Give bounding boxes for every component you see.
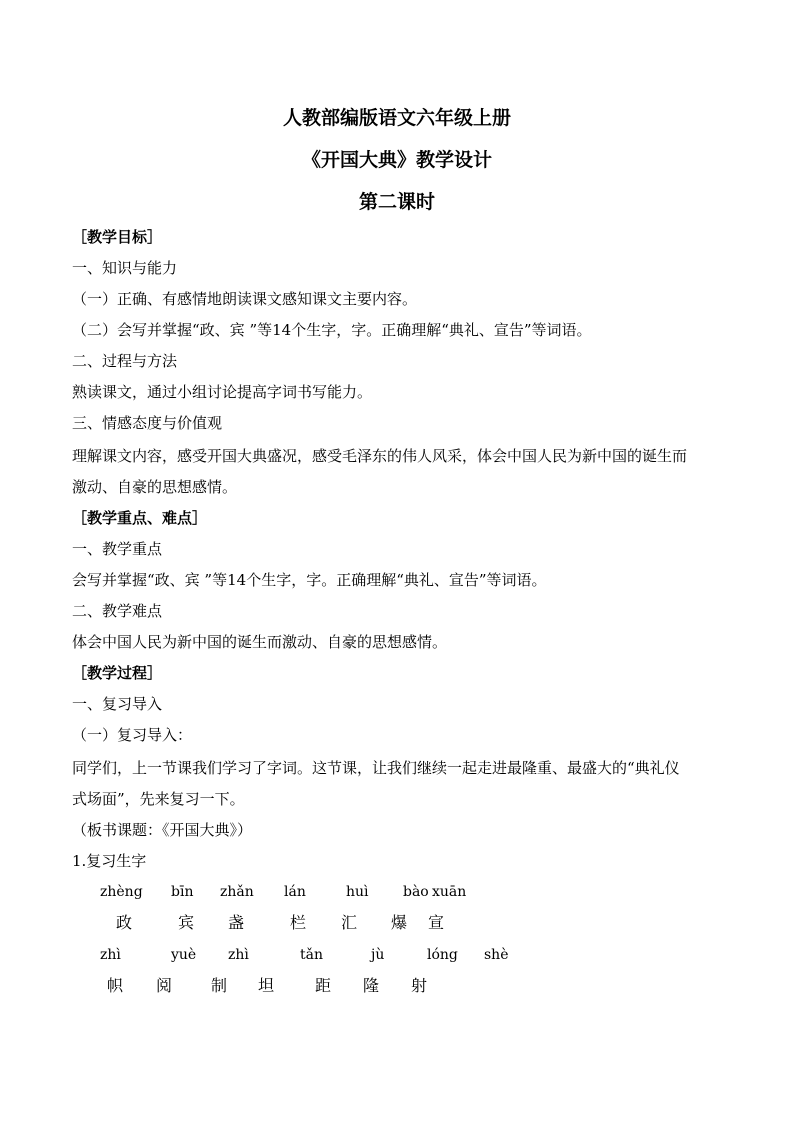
pinyin-label: jù [371,947,385,963]
pinyin-label: bīn [171,884,194,900]
pinyin-label: bào [403,884,429,900]
pinyin-label: zhèng [100,884,143,900]
character: 射 [411,976,428,995]
review-characters-heading: 1.复习生字 [72,852,147,870]
character: 盏 [228,913,245,932]
values-text-line-2: 激动、自豪的思想感情。 [72,478,238,496]
lesson-period: 第二课时 [358,191,435,213]
values-text-line-1: 理解课文内容，感受开国大典盛况，感受毛泽东的伟人风采，体会中国人民为新中国的诞生而 [72,447,688,465]
pinyin-label: shè [484,947,509,963]
lesson-title: 《开国大典》教学设计 [301,149,492,171]
key-point-text: 会写并掌握“政、宾 ”等14个生字，字。正确理解“典礼、宣告”等词语。 [72,571,547,589]
section-heading-objectives: ［教学目标］ [72,228,163,246]
pinyin-label: tǎn [300,947,323,963]
difficulty-text: 体会中国人民为新中国的诞生而激动、自豪的思想感情。 [72,633,448,651]
pinyin-label: zhì [100,947,121,963]
board-title-note: （板书课题：《开国大典》） [72,821,253,839]
subheading-values: 三、情感态度与价值观 [72,414,223,432]
objective-item-2: （二）会写并掌握“政、宾 ”等14个生字，字。正确理解“典礼、宣告”等词语。 [72,321,592,339]
character: 爆 [391,913,408,932]
character: 制 [211,976,228,995]
pinyin-label: zhì [228,947,249,963]
subheading-key-point: 一、教学重点 [72,540,163,558]
character: 宾 [178,913,195,932]
character: 距 [315,976,332,995]
character: 隆 [363,976,380,995]
character: 坦 [258,976,275,995]
character: 汇 [341,913,358,932]
pinyin-label: yuè [171,947,197,963]
section-heading-process: ［教学过程］ [72,664,163,682]
character: 政 [116,913,133,932]
review-text-line-1: 同学们，上一节课我们学习了字词。这节课，让我们继续一起走进最隆重、最盛大的“典礼仪 [72,759,680,777]
pinyin-label: lóng [427,947,458,963]
pinyin-label: lán [284,884,306,900]
objective-item-1: （一）正确、有感情地朗读课文感知课文主要内容。 [72,290,418,308]
pinyin-label: zhǎn [220,884,254,900]
process-text: 熟读课文，通过小组讨论提高字词书写能力。 [72,383,373,401]
subheading-review: 一、复习导入 [72,695,163,713]
section-heading-key-points: ［教学重点、难点］ [72,509,208,527]
document-title: 人教部编版语文六年级上册 [282,107,511,129]
character: 宣 [428,913,445,932]
subheading-process: 二、过程与方法 [72,352,178,370]
pinyin-label: xuān [432,884,467,900]
character: 帜 [107,976,124,995]
character: 阅 [156,976,173,995]
subheading-difficulty: 二、教学难点 [72,602,163,620]
character: 栏 [290,913,307,932]
subheading-knowledge: 一、知识与能力 [72,259,178,277]
review-text-line-2: 式场面”，先来复习一下。 [72,790,245,808]
review-intro-label: （一）复习导入： [72,726,193,744]
pinyin-label: huì [346,884,369,900]
